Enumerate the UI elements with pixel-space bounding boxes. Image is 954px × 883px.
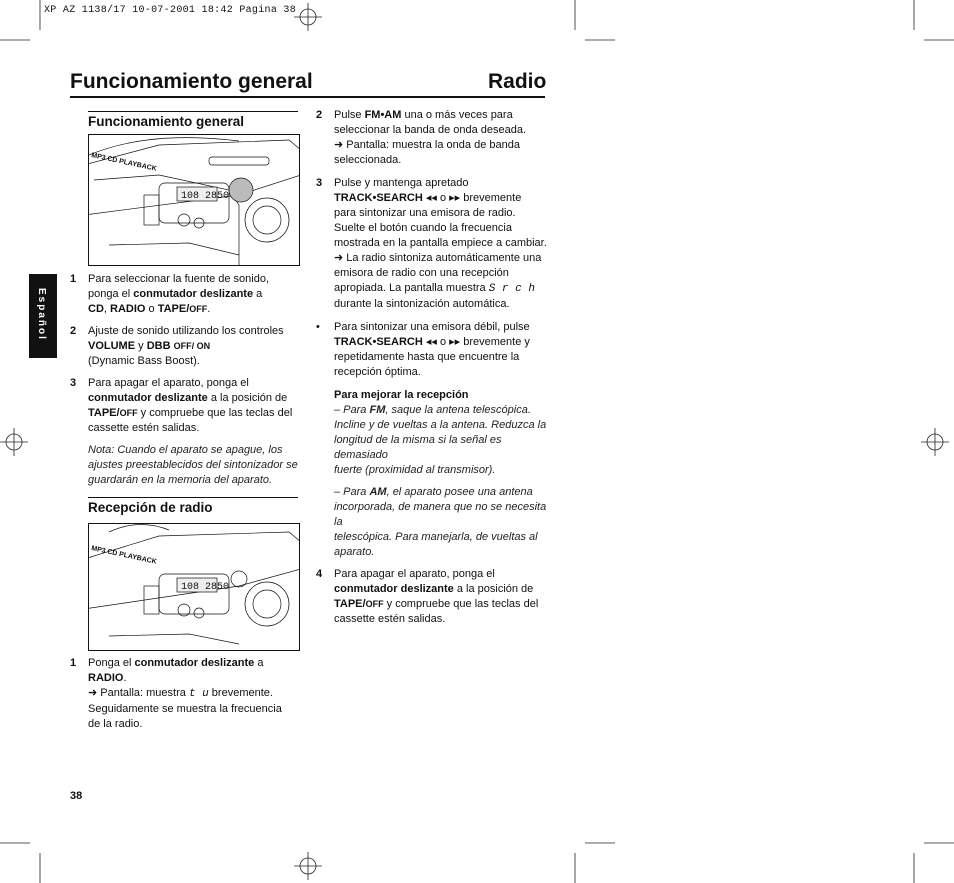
registration-mark-left <box>0 428 28 456</box>
text-run: Incline y de vueltas a la antena. Reduzca la <box>334 419 547 431</box>
text-run: ponga el <box>88 288 134 300</box>
text-run: OFF <box>119 408 138 418</box>
text-run: TAPE/ <box>157 303 190 315</box>
text-run: ◂◂ o ▸▸ brevemente y <box>425 336 530 348</box>
text-line <box>334 403 548 418</box>
text-run: y <box>135 340 147 352</box>
text-run: seleccionada. <box>334 154 402 166</box>
display-readout: 108 2850 <box>181 191 230 202</box>
left-steps <box>70 272 300 488</box>
text-line <box>334 485 548 500</box>
step-number: 1 <box>70 273 77 285</box>
device-illustration-1 <box>88 134 300 266</box>
text-run: ◂◂ o ▸▸ brevemente <box>425 192 522 204</box>
text-run: OFF <box>189 304 208 314</box>
text-run: OFF/ ON <box>173 341 211 351</box>
text-line <box>88 339 300 354</box>
text-line <box>88 406 300 421</box>
improve-block <box>316 388 548 567</box>
text-run: VOLUME <box>88 340 136 352</box>
text-run: emisora de radio con una recepción <box>334 267 509 279</box>
language-tab <box>29 274 57 358</box>
text-run: . <box>207 303 211 315</box>
text-run: repetidamente hasta que encuentre la <box>334 351 520 363</box>
text-run: RADIO <box>110 303 146 315</box>
text-run: durante la sintonización automática. <box>334 298 510 310</box>
text-line <box>334 206 548 221</box>
header-slug: XP AZ 1138/17 10-07-2001 18:42 Pagina 38 <box>44 5 297 16</box>
text-run: ➜ La radio sintoniza automáticamente una <box>334 252 542 264</box>
text-line <box>334 545 548 560</box>
text-run: brevemente. <box>208 687 273 699</box>
step-item <box>70 656 300 732</box>
text-line <box>334 582 548 597</box>
section-rule <box>88 111 298 112</box>
step-number: 4 <box>316 568 323 580</box>
display-readout-2: 108 2850 <box>181 582 230 593</box>
right-column <box>316 108 548 634</box>
note-line: Nota: Cuando el aparato se apague, los <box>88 444 283 456</box>
text-line <box>88 702 300 717</box>
text-line <box>334 418 548 433</box>
text-line <box>334 123 548 138</box>
text-line <box>88 656 300 671</box>
step-item <box>70 376 300 436</box>
text-line <box>334 266 548 281</box>
text-line <box>334 251 548 266</box>
step-number: 2 <box>70 325 77 337</box>
text-run: y compruebe que las teclas del <box>137 407 293 419</box>
brand-label: MP3 CD PLAYBACK <box>90 152 158 173</box>
text-run: OFF <box>365 599 384 609</box>
note-text <box>88 443 300 488</box>
text-run: fuerte (proximidad al transmisor). <box>334 464 496 476</box>
text-line <box>334 281 548 297</box>
text-line <box>88 287 300 302</box>
text-run: una o más veces para <box>401 109 513 121</box>
text-run: FM <box>369 404 386 416</box>
text-line <box>334 612 548 627</box>
registration-mark-top <box>294 3 322 31</box>
step-item <box>316 567 548 627</box>
text-line <box>88 302 300 317</box>
step-item <box>70 272 300 317</box>
step-item <box>70 324 300 369</box>
text-run: t u <box>188 688 209 700</box>
text-run: conmutador deslizante <box>134 657 255 669</box>
text-run: ➜ Pantalla: muestra la onda de banda <box>334 139 520 151</box>
step-number: • <box>316 321 320 333</box>
text-line <box>334 138 548 153</box>
text-run: – Para <box>334 486 370 498</box>
text-line <box>334 236 548 251</box>
device-illustration-2 <box>88 523 300 651</box>
text-line <box>88 717 300 732</box>
text-run: , <box>103 303 111 315</box>
text-run: Pulse y mantenga apretado <box>334 177 469 189</box>
text-line <box>88 272 300 287</box>
text-line <box>334 433 548 463</box>
note-line: ajustes preestablecidos del sintonizador se <box>88 459 298 471</box>
registration-mark-right <box>921 428 949 456</box>
text-run: TRACK•SEARCH <box>334 336 426 348</box>
text-run: , saque la antena telescópica. <box>385 404 531 416</box>
text-line <box>88 324 300 339</box>
text-run: y compruebe que las teclas del <box>383 598 539 610</box>
text-run: TAPE/ <box>334 598 366 610</box>
text-run: AM <box>369 486 387 498</box>
step-item <box>316 176 548 312</box>
registration-mark-bottom <box>294 852 322 880</box>
text-run: conmutador deslizante <box>88 392 208 404</box>
text-run: Pulse <box>334 109 365 121</box>
text-line <box>334 320 548 335</box>
text-run: o <box>145 303 158 315</box>
text-run: CD <box>88 303 104 315</box>
page-title-right: Radio <box>488 70 547 93</box>
text-run: incorporada, de manera que no se necesita la <box>334 501 547 528</box>
text-run: . <box>123 672 127 684</box>
title-rule <box>70 96 545 98</box>
text-run: Para seleccionar la fuente de sonido, <box>88 273 270 285</box>
text-run: cassette estén salidas. <box>88 422 200 434</box>
text-line <box>334 108 548 123</box>
brand-label-2: MP3 CD PLAYBACK <box>90 545 158 566</box>
text-run: , el aparato posee una antena <box>386 486 533 498</box>
text-line <box>334 597 548 612</box>
page-title-left: Funcionamiento general <box>70 70 313 93</box>
text-line <box>334 365 548 380</box>
text-run: TAPE/ <box>88 407 120 419</box>
text-run: cassette estén salidas. <box>334 613 446 625</box>
text-run: de la radio. <box>88 718 143 730</box>
radio-step <box>70 656 300 739</box>
text-run: DBB <box>146 340 174 352</box>
text-run: mostrada en la pantalla empiece a cambiar. <box>334 237 547 249</box>
text-run: a la posición de <box>453 583 534 595</box>
text-run: Para apagar el aparato, ponga el <box>334 568 495 580</box>
language-tab-label: Español <box>36 288 47 341</box>
text-run: recepción óptima. <box>334 366 421 378</box>
text-line <box>334 297 548 312</box>
note-line: guardarán en la memoria del aparato. <box>88 474 273 486</box>
step-number: 2 <box>316 109 323 121</box>
text-run: a <box>254 657 264 669</box>
section-heading-radio: Recepción de radio <box>88 500 213 515</box>
section-rule-2 <box>88 497 298 498</box>
text-run: Ponga el <box>88 657 135 669</box>
text-run: a <box>253 288 263 300</box>
step-item <box>316 320 548 380</box>
text-line <box>334 153 548 168</box>
text-line <box>334 463 548 478</box>
text-line <box>334 500 548 530</box>
text-run: longitud de la misma si la señal es demasiado <box>334 434 502 461</box>
text-run: RADIO <box>88 672 124 684</box>
text-run: Suelte el botón cuando la frecuencia <box>334 222 512 234</box>
text-line <box>88 376 300 391</box>
text-run: telescópica. Para manejarla, de vueltas al <box>334 531 538 543</box>
improve-heading: Para mejorar la recepción <box>334 389 469 401</box>
text-run: Seguidamente se muestra la frecuencia <box>88 703 282 715</box>
text-line <box>334 191 548 206</box>
text-run: para sintonizar una emisora de radio. <box>334 207 516 219</box>
text-line <box>88 686 300 702</box>
text-line <box>334 350 548 365</box>
section-heading-general: Funcionamiento general <box>88 114 245 129</box>
text-line <box>334 221 548 236</box>
text-line <box>88 391 300 406</box>
text-line <box>88 354 300 369</box>
step-number: 3 <box>70 377 77 389</box>
text-run: a la posición de <box>207 392 288 404</box>
text-line <box>88 671 300 686</box>
step-number: 3 <box>316 177 323 189</box>
text-line <box>88 421 300 436</box>
text-run: ➜ Pantalla: muestra <box>88 687 189 699</box>
text-run: conmutador deslizante <box>133 288 254 300</box>
page-number: 38 <box>70 790 83 802</box>
text-line <box>334 335 548 350</box>
text-run: seleccionar la banda de onda deseada. <box>334 124 527 136</box>
text-run: apropiada. La pantalla muestra <box>334 282 489 294</box>
text-line <box>334 530 548 545</box>
text-run: Para sintonizar una emisora débil, pulse <box>334 321 530 333</box>
text-run: S r c h <box>488 283 535 295</box>
text-run: conmutador deslizante <box>334 583 454 595</box>
text-line <box>334 567 548 582</box>
text-line <box>334 176 548 191</box>
text-run: – Para <box>334 404 370 416</box>
step-item <box>316 108 548 168</box>
text-run: FM•AM <box>364 109 402 121</box>
step-number: 1 <box>70 657 77 669</box>
text-run: (Dynamic Bass Boost). <box>88 355 200 367</box>
text-run: TRACK•SEARCH <box>334 192 426 204</box>
text-run: Ajuste de sonido utilizando los controles <box>88 325 284 337</box>
text-run: Para apagar el aparato, ponga el <box>88 377 249 389</box>
text-run: aparato. <box>334 546 375 558</box>
